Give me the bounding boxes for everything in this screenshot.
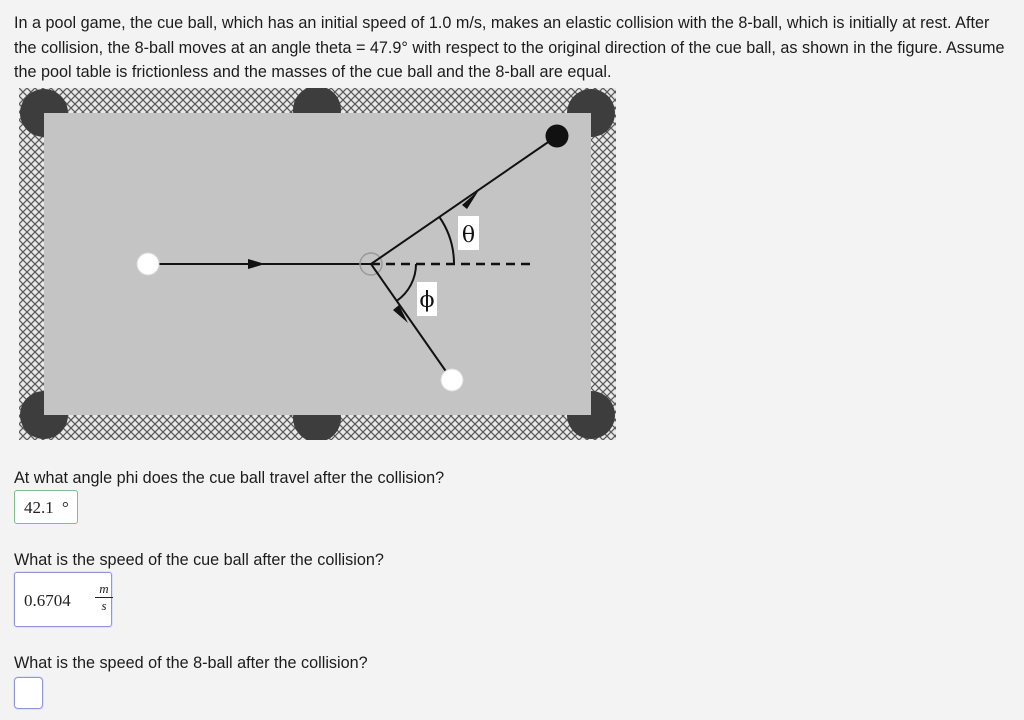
answer-2-value: 0.6704 xyxy=(24,591,71,610)
unit-numerator: m xyxy=(95,582,113,598)
answer-1-value: 42.1 xyxy=(24,498,54,517)
theta-label: θ xyxy=(461,223,476,248)
answer-3-field[interactable] xyxy=(14,677,43,709)
eight-ball xyxy=(546,125,569,148)
answer-1-unit: ° xyxy=(62,498,69,517)
question-3-prompt: What is the speed of the 8-ball after the collision? xyxy=(14,654,368,672)
phi-label: ϕ xyxy=(419,288,435,313)
answer-1-field[interactable] xyxy=(14,490,78,524)
cue-ball-initial xyxy=(137,253,159,275)
cue-ball-final xyxy=(441,369,463,391)
answer-2-unit xyxy=(95,582,113,613)
question-1-prompt: At what angle phi does the cue ball travel after the collision? xyxy=(14,469,445,487)
unit-denominator: s xyxy=(101,598,107,613)
answer-2-field[interactable] xyxy=(14,572,112,627)
pool-table-figure xyxy=(19,88,616,440)
problem-statement: In a pool game, the cue ball, which has an initial speed of 1.0 m/s, makes an elastic collision with the 8-ball, which is initially at rest. After the collision, the 8-ball moves at an angle theta = 47.9° with respect to the original direction of the cue ball, as shown in the figure. Assume the pool table is frictionless and the masses of the cue ball and the 8-ball are equal. xyxy=(14,14,1005,81)
question-2-prompt: What is the speed of the cue ball after the collision? xyxy=(14,551,384,569)
